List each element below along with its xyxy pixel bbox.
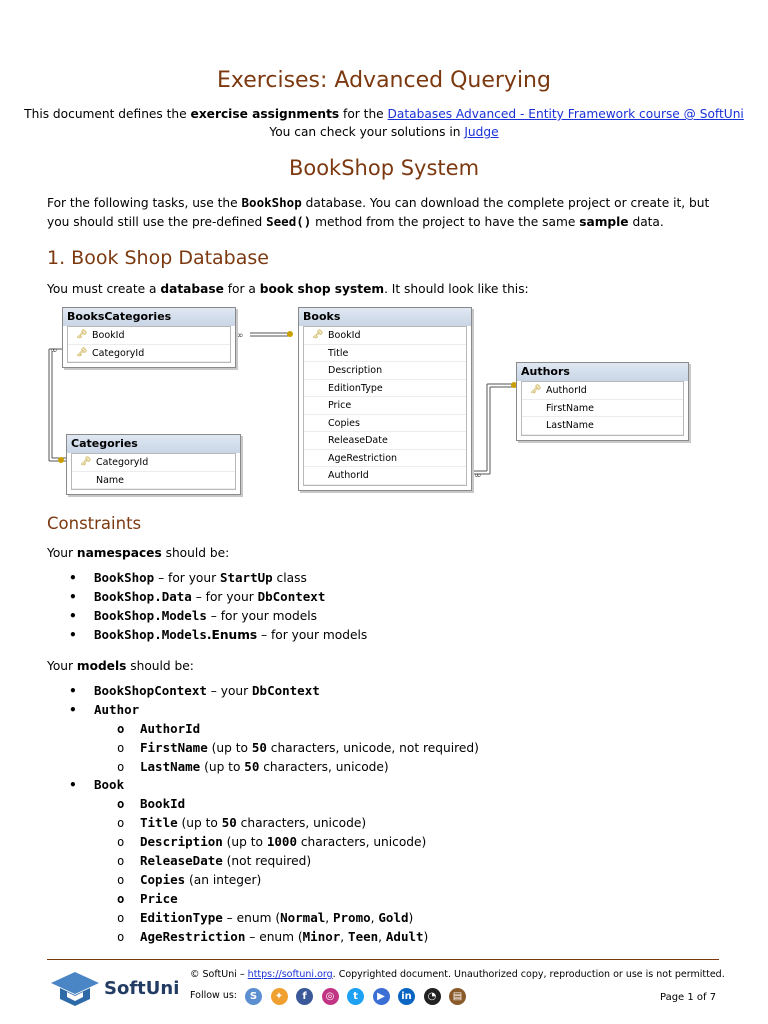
list-item xyxy=(47,588,367,607)
code: BookShop.Data xyxy=(94,588,192,604)
code: BookShopContext xyxy=(94,683,207,698)
column-row[interactable] xyxy=(304,397,466,415)
text: ) xyxy=(408,910,414,925)
text: , xyxy=(370,910,379,925)
code: FirstName xyxy=(140,739,208,755)
judge-link[interactable]: Judge xyxy=(464,125,499,139)
list-item xyxy=(47,701,479,720)
text: . It should look like this: xyxy=(384,282,529,296)
course-link[interactable]: Databases Advanced - Entity Framework course @ SoftUni xyxy=(387,107,744,121)
globe-icon[interactable]: ✦ xyxy=(271,988,288,1005)
copyright-text xyxy=(190,969,725,980)
table-categories[interactable] xyxy=(66,434,241,495)
column-name: AuthorId xyxy=(546,385,587,396)
column-name: AgeRestriction xyxy=(328,452,398,464)
bold-text: namespaces xyxy=(76,546,162,560)
bold-text: models xyxy=(76,659,127,673)
namespaces-intro xyxy=(47,544,727,563)
code: BookShop xyxy=(94,570,155,585)
table-header: Books xyxy=(299,308,471,326)
column-name: ReleaseDate xyxy=(328,435,388,446)
intro-bold: exercise assignments xyxy=(190,107,340,121)
table-body xyxy=(303,326,467,486)
bold-text: database xyxy=(160,282,224,296)
list-item xyxy=(47,833,479,852)
list-item xyxy=(47,795,479,814)
text: for a xyxy=(223,282,260,296)
list-item xyxy=(47,626,367,645)
text: characters, unicode) xyxy=(296,835,427,850)
table-books[interactable] xyxy=(298,307,472,491)
text: , xyxy=(340,929,349,944)
text: – for your xyxy=(191,589,258,604)
text: should be: xyxy=(126,659,194,673)
text: . Copyrighted document. Unauthorized copy, reproduction or use is not permitted. xyxy=(332,969,725,980)
code: Minor xyxy=(302,928,341,944)
table-authors[interactable] xyxy=(516,362,689,441)
column-name: Name xyxy=(96,474,125,486)
footer-divider xyxy=(47,959,719,960)
code: Gold xyxy=(378,909,409,925)
models-intro xyxy=(47,657,727,676)
intro-text: for the xyxy=(339,107,388,121)
code: Title xyxy=(140,815,178,831)
list-item xyxy=(47,890,479,909)
text: – your xyxy=(206,684,253,698)
text: , xyxy=(325,910,333,925)
text: method from the project to have the same xyxy=(311,214,580,229)
list-item xyxy=(47,720,479,739)
table-header: BooksCategories xyxy=(63,308,235,326)
text: – enum ( xyxy=(245,929,303,944)
brand-name: SoftUni xyxy=(104,978,180,999)
column-row[interactable] xyxy=(522,400,683,418)
code: DbContext xyxy=(257,588,326,604)
text: You must create a xyxy=(47,282,161,296)
list-item xyxy=(47,871,479,890)
youtube-icon[interactable]: ▶ xyxy=(373,988,390,1005)
code: AgeRestriction xyxy=(140,928,246,944)
bold-text: book shop system xyxy=(259,282,385,296)
graduation-cap-icon xyxy=(50,969,100,1007)
list-item xyxy=(47,607,367,626)
text: (up to xyxy=(222,835,267,850)
code: Price xyxy=(140,890,178,906)
text: should be: xyxy=(161,546,230,560)
infinity-symbol: ∞ xyxy=(50,346,58,356)
key-connector xyxy=(58,457,64,463)
list-item xyxy=(47,758,479,777)
blog-icon[interactable]: ▤ xyxy=(449,988,466,1005)
facebook-icon[interactable]: f xyxy=(296,988,313,1005)
column-name: CategoryId xyxy=(92,347,145,359)
text: Your xyxy=(47,546,77,560)
code-bookshop: BookShop xyxy=(241,195,302,210)
primary-key-icon: 🗝 xyxy=(530,385,542,395)
code: BookId xyxy=(140,796,186,812)
text: – for your xyxy=(154,571,220,585)
document-title: Exercises: Advanced Querying xyxy=(217,68,551,93)
column-name: Description xyxy=(328,365,383,376)
column-row[interactable] xyxy=(304,345,466,363)
bold-text: sample xyxy=(579,214,629,229)
column-row[interactable] xyxy=(304,467,466,485)
code: EditionType xyxy=(140,909,223,925)
code: BookShop.Models xyxy=(94,626,207,642)
github-icon[interactable]: ◔ xyxy=(424,988,441,1005)
text: ) xyxy=(423,929,429,944)
code: Adult xyxy=(385,928,424,944)
primary-key-icon: 🗝 xyxy=(76,330,88,340)
intro-text: You can check your solutions in xyxy=(269,125,465,139)
column-name: BookId xyxy=(328,330,361,341)
table-body xyxy=(71,453,236,490)
text: data. xyxy=(628,214,664,229)
linkedin-icon[interactable]: in xyxy=(398,988,415,1005)
column-row[interactable] xyxy=(304,450,466,468)
list-item xyxy=(47,814,479,833)
column-name: EditionType xyxy=(328,382,383,394)
code: Normal xyxy=(280,909,326,925)
table-body xyxy=(67,326,231,363)
bold-text: .Enums xyxy=(206,627,258,642)
system-heading: BookShop System xyxy=(288,156,480,180)
text: – for your models xyxy=(257,627,368,642)
twitter-icon[interactable]: t xyxy=(347,988,364,1005)
code: ReleaseDate xyxy=(140,853,223,869)
primary-key-icon: 🗝 xyxy=(80,457,92,467)
text: (up to xyxy=(200,759,245,774)
constraints-heading: Constraints xyxy=(47,514,142,533)
code: Author xyxy=(94,701,140,717)
models-list xyxy=(47,682,479,946)
text: © SoftUni – xyxy=(190,969,248,980)
code: 1000 xyxy=(266,834,297,850)
column-row[interactable] xyxy=(522,382,683,400)
table-header: Authors xyxy=(517,363,688,381)
code: Copies xyxy=(140,871,186,887)
text: characters, unicode, not required) xyxy=(266,740,479,755)
column-row[interactable] xyxy=(304,362,466,380)
key-connector xyxy=(287,331,293,337)
column-name: Copies xyxy=(328,417,360,429)
text: (not required) xyxy=(222,854,312,869)
table-body xyxy=(521,381,684,436)
column-row[interactable] xyxy=(304,327,466,345)
column-row[interactable] xyxy=(304,432,466,450)
code: Book xyxy=(94,777,125,793)
text: Your xyxy=(47,659,77,673)
text: class xyxy=(272,571,307,585)
instagram-icon[interactable]: ◎ xyxy=(322,988,339,1005)
softuni-icon[interactable]: S xyxy=(245,988,262,1005)
code: Teen xyxy=(348,928,379,944)
code-seed: Seed() xyxy=(266,213,312,229)
column-row[interactable] xyxy=(72,454,235,472)
column-name: Price xyxy=(328,400,352,411)
column-name: CategoryId xyxy=(96,457,149,468)
infinity-symbol: ∞ xyxy=(236,331,244,341)
text: (up to xyxy=(207,740,252,755)
primary-key-icon: 🗝 xyxy=(312,330,324,340)
code: DbContext xyxy=(252,683,320,698)
code: LastName xyxy=(140,758,201,774)
code: BookShop.Models xyxy=(94,607,207,623)
list-item xyxy=(47,569,367,588)
list-item xyxy=(47,739,479,758)
text: (an integer) xyxy=(185,872,262,887)
primary-key-icon: 🗝 xyxy=(76,347,88,358)
code: Description xyxy=(140,834,223,850)
infinity-symbol: ∞ xyxy=(474,471,482,481)
column-row[interactable] xyxy=(68,327,230,345)
text: – for your models xyxy=(206,608,317,623)
intro-text: This document defines the xyxy=(24,107,191,121)
softuni-logo[interactable] xyxy=(50,969,100,1010)
list-item xyxy=(47,776,479,795)
column-row[interactable] xyxy=(304,380,466,398)
column-row[interactable] xyxy=(522,417,683,435)
column-row[interactable] xyxy=(68,345,230,363)
text: characters, unicode) xyxy=(236,816,367,831)
column-name: AuthorId xyxy=(328,470,369,481)
text: characters, unicode) xyxy=(259,759,389,774)
namespaces-list xyxy=(47,569,367,645)
column-row[interactable] xyxy=(304,415,466,433)
list-item xyxy=(47,928,479,947)
page-number: Page 1 of 7 xyxy=(660,992,717,1003)
column-name: Title xyxy=(328,347,349,359)
code: 50 xyxy=(244,758,260,774)
column-name: BookId xyxy=(92,330,125,341)
table-bookscategories[interactable] xyxy=(62,307,236,368)
text: (up to xyxy=(177,816,222,831)
section-1-heading: 1. Book Shop Database xyxy=(47,247,269,269)
list-item xyxy=(47,909,479,928)
column-name: LastName xyxy=(546,420,594,431)
text: , xyxy=(378,929,386,944)
code: 50 xyxy=(251,739,267,755)
column-name: FirstName xyxy=(546,402,595,414)
code: AuthorId xyxy=(140,720,201,736)
code: StartUp xyxy=(219,570,273,585)
code: 50 xyxy=(221,815,237,831)
list-item xyxy=(47,852,479,871)
follow-us-label: Follow us: xyxy=(190,990,237,1001)
softuni-link[interactable]: https://softuni.org xyxy=(247,969,333,980)
text: – enum ( xyxy=(222,910,281,925)
code: Promo xyxy=(333,909,371,925)
text: database. You can download the complete project or create it, but you should still use the pre-defined xyxy=(47,196,710,229)
table-header: Categories xyxy=(67,435,240,453)
text: For the following tasks, use the xyxy=(47,196,242,210)
list-item xyxy=(47,682,479,701)
column-row[interactable] xyxy=(72,472,235,490)
